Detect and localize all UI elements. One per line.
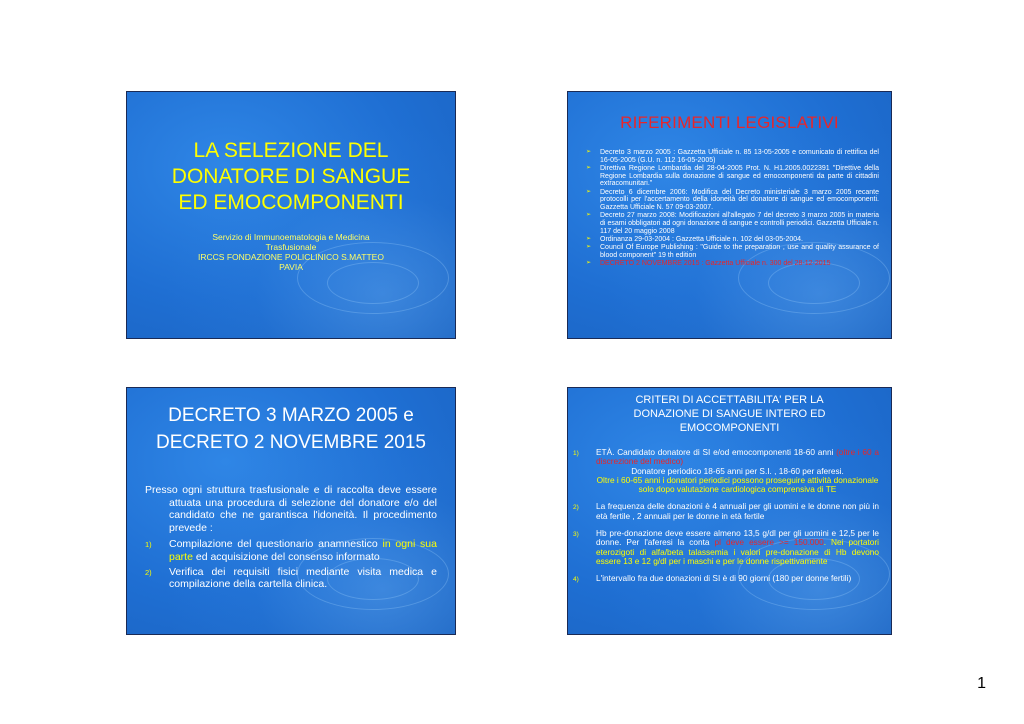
arrow-bullet-icon: ➢ <box>586 149 592 155</box>
list-item-highlighted: ➢ DECRETO 2 NOVEMBRE 2015 : Gazzetta Ufficiale n. 300 del 28-12-2015 <box>586 260 831 268</box>
highlight-text: pl deve essere >= 150.000 <box>714 537 824 548</box>
slide1-title <box>127 138 455 216</box>
highlight-text: . Nei portatori eterozigoti di alfa/beta talassemia i valori pre-donazione di Hb devono essere 13 e 12 g/dl per i maschi e per le donne rispettivamente <box>596 537 879 566</box>
title-line: DONAZIONE DI SANGUE INTERO ED <box>633 408 826 420</box>
list-item: 2) Verifica dei requisiti fisici mediante visita medica e compilazione della cartella clinica. <box>145 565 437 591</box>
item-number: 2) <box>573 504 579 512</box>
list-item: ➢ Council Of Europe Publishing : "Guide to the preparation , use and quality assurance of blood component" 19 th edition <box>586 244 879 260</box>
slide4-body <box>573 448 879 584</box>
list-item: ➢ Direttiva Regione Lombardia del 28-04-2005 Prot. N. H1.2005.0022391 "Direttive della Regione Lombardia sulla donazione di sangue ed emocomponenti da parte di cittadini extracomunitari." <box>586 165 879 188</box>
title-line: LA SELEZIONE DEL <box>193 139 389 162</box>
title-line: EMOCOMPONENTI <box>679 422 780 434</box>
title-line: DONATORE DI SANGUE <box>171 165 411 188</box>
page-number: 1 <box>977 675 986 692</box>
slide-decree <box>126 387 456 635</box>
list-item: 4) L'intervallo fra due donazioni di SI è di 90 giorni (180 per donne fertili) <box>573 573 852 584</box>
item-number: 1) <box>573 450 579 457</box>
intro-paragraph: Presso ogni struttura trasfusionale e di raccolta deve essere attuata una procedura di selezione del donatore e/o del candidato che ne garantisca l'idoneità. Il procedimento prevede : <box>145 484 437 534</box>
list-item: ➢ Decreto 27 marzo 2008: Modificazioni all'allegato 7 del decreto 3 marzo 2005 in materia di esami obbligatori ad ogni donazione di sangue e controlli periodici. Gazzetta Ufficiale n. 117 del 20 maggio 2008 <box>586 212 879 235</box>
highlight-text: in ogni sua parte <box>169 538 437 563</box>
arrow-bullet-icon: ➢ <box>586 236 592 243</box>
item-number: 3) <box>573 531 579 539</box>
subtitle-line: Servizio di Immunoematologia e Medicina <box>212 232 370 242</box>
list-item: ➢ Ordinanza 29-03-2004 : Gazzetta Ufficiale n. 102 del 03-05-2004. <box>586 236 803 244</box>
slide-acceptability-criteria <box>567 387 892 635</box>
slide-title <box>126 91 456 339</box>
highlight-text: (oltre i 60 a discrezione del medico) <box>596 447 879 467</box>
item-number: 1) <box>145 540 152 550</box>
list-item: ➢ Decreto 6 dicembre 2006: Modifica del Decreto ministeriale 3 marzo 2005 recante protocolli per l'accertamento della idoneità del donatore di sangue ed emocomponenti. Gazzetta Ufficiale N. 57 09-03-2007. <box>586 188 879 212</box>
arrow-bullet-icon: ➢ <box>586 244 592 251</box>
list-item: 1) Compilazione del questionario anamnestico in ogni sua parte ed acquisizione del consenso informato <box>145 538 437 563</box>
title-line: DECRETO 3 MARZO 2005 e <box>168 405 414 426</box>
title-line: ED EMOCOMPONENTI <box>178 191 404 214</box>
slide3-body <box>145 484 437 593</box>
item-number: 4) <box>573 576 579 584</box>
list-item: 1) ETÀ. Candidato donatore di SI e/od emocomponenti 18-60 anni (oltre i 60 a discrezione del medico) Donatore periodico 18-65 anni per S.I. , 18-60 per aferesi. Oltre i 60-65 anni i donatori periodici possono proseguire attività donazionale solo dopo valutazione cardiologica comprensiva di TE <box>573 447 879 495</box>
arrow-bullet-icon: ➢ <box>586 212 592 219</box>
item-number: 2) <box>145 567 152 577</box>
slide1-subtitle <box>147 232 435 272</box>
slide-legislative-references <box>567 91 892 339</box>
slide2-title: RIFERIMENTI LEGISLATIVI <box>620 113 839 132</box>
arrow-bullet-icon: ➢ <box>586 165 592 171</box>
subtitle-line: IRCCS FONDAZIONE POLICLINICO S.MATTEO <box>198 252 384 262</box>
slide3-title <box>127 402 455 456</box>
list-item: 3) Hb pre-donazione deve essere almeno 13,5 g/dl per gli uomini e 12,5 per le donne. Per l'aferesi la conta pl deve essere >= 150.000. Nei portatori eterozigoti di alfa/beta talassemia i valori pre-donazione di Hb devono essere 13 e 12 g/dl per i maschi e per le donne rispettivamente <box>573 528 879 566</box>
title-line: CRITERI DI ACCETTABILITA' PER LA <box>635 394 824 406</box>
arrow-bullet-icon: ➢ <box>586 188 592 195</box>
list-item: ➢ Decreto 3 marzo 2005 : Gazzetta Ufficiale n. 85 13-05-2005 e comunicato di rettifica del 16-05-2005 (G.U. n. 112 16-05-2005) <box>586 149 879 164</box>
legislative-list <box>586 149 879 269</box>
sub-line: Donatore periodico 18-65 anni per S.I. , 18-60 per aferesi. <box>631 465 844 476</box>
title-line: DECRETO 2 NOVEMBRE 2015 <box>156 432 426 453</box>
list-item: 2) La frequenza delle donazioni è 4 annuali per gli uomini e le donne non più in età fertile , 2 annuali per le donne in età fertile <box>573 501 879 521</box>
arrow-bullet-icon: ➢ <box>586 260 592 267</box>
slide4-title <box>568 393 891 435</box>
subtitle-line: PAVIA <box>279 262 303 272</box>
sub-line-highlight: Oltre i 60-65 anni i donatori periodici possono proseguire attività donazionale solo dopo valutazione cardiologica comprensiva di TE <box>596 474 879 495</box>
subtitle-line: Trasfusionale <box>265 242 317 252</box>
